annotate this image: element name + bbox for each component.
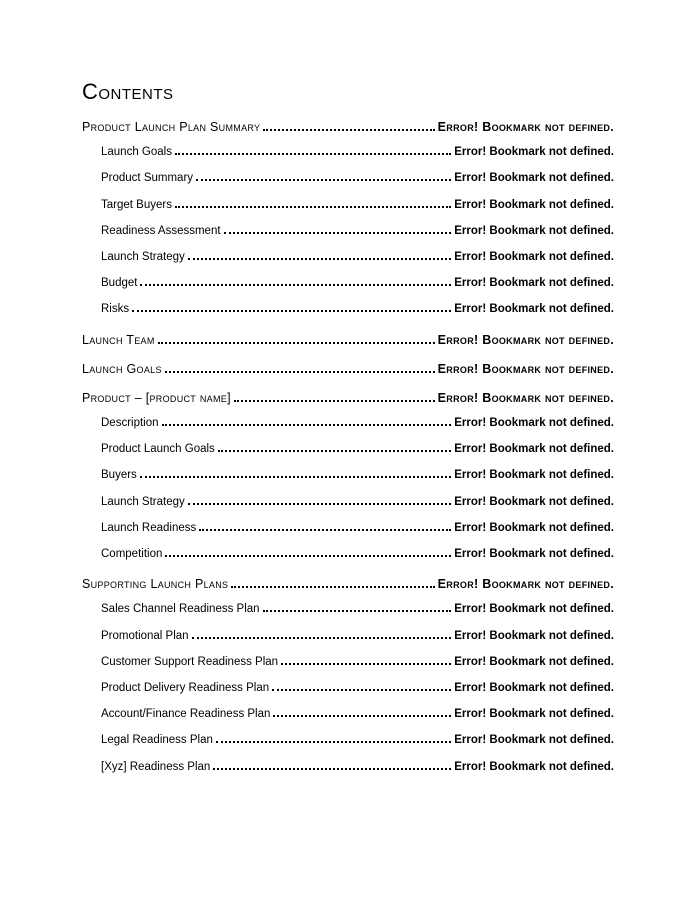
toc-entry-error: Error! Bookmark not defined. [454, 224, 614, 237]
toc-entry-error: Error! Bookmark not defined. [454, 250, 614, 263]
toc-entry-level2 [82, 603, 614, 629]
toc-entry-level2 [82, 172, 614, 198]
toc-entry-error: Error! Bookmark not defined. [454, 495, 614, 508]
toc-entry-title: Launch Team [82, 332, 155, 347]
dot-leader [263, 610, 452, 612]
dot-leader [188, 503, 451, 505]
toc-entry-error: Error! Bookmark not defined. [454, 417, 614, 430]
toc-entry-error: Error! Bookmark not defined. [454, 172, 614, 185]
toc-entry-level2 [82, 251, 614, 277]
toc-entry-error: Error! Bookmark not defined. [454, 277, 614, 290]
toc-entry-error: Error! Bookmark not defined. [454, 655, 614, 668]
toc-entry-title: Description [101, 417, 159, 430]
toc-entry-level2 [82, 630, 614, 656]
toc-entry-title: Buyers [101, 469, 137, 482]
toc-entry-level1 [82, 120, 614, 146]
dot-leader [140, 476, 451, 478]
toc-entry-title: Product Launch Goals [101, 443, 215, 456]
dot-leader [218, 450, 451, 452]
toc-entry-error: Error! Bookmark not defined. [454, 708, 614, 721]
dot-leader [162, 424, 452, 426]
toc-entry-level2 [82, 708, 614, 734]
dot-leader [231, 586, 434, 588]
toc-entry-title: Launch Goals [101, 146, 172, 159]
toc-entry-title: Product Launch Plan Summary [82, 120, 261, 134]
toc-entry-error: Error! Bookmark not defined. [454, 548, 614, 560]
toc-entry-error: Error! Bookmark not defined. [454, 303, 614, 316]
contents-heading: Contents [82, 79, 174, 104]
toc-entry-title: Launch Strategy [101, 250, 185, 263]
toc-entry-title: Supporting Launch Plans [82, 577, 229, 592]
toc-entry-error: Error! Bookmark not defined. [454, 521, 614, 534]
toc-entry-level2 [82, 469, 614, 495]
toc-entry-level2 [82, 522, 614, 548]
toc-entry-error: Error! Bookmark not defined. [454, 469, 614, 482]
toc-entry-title: Readiness Assessment [101, 224, 221, 237]
dot-leader [234, 400, 435, 402]
toc-entry-level2 [82, 417, 614, 443]
toc-entry-level2 [82, 199, 614, 225]
toc-entry-level2 [82, 303, 614, 329]
toc-entry-error: Error! Bookmark not defined. [454, 760, 614, 773]
toc-entry-level2 [82, 548, 614, 574]
toc-entry-title: Sales Channel Readiness Plan [101, 603, 260, 616]
toc-entry-error: Error! Bookmark not defined. [454, 443, 614, 456]
dot-leader [175, 206, 451, 208]
toc-entry-level2 [82, 496, 614, 522]
toc-entry-error: Error! Bookmark not defined. [437, 361, 614, 376]
toc-entry-level2 [82, 682, 614, 708]
toc-entry-level1 [82, 577, 614, 603]
toc-entry-error: Error! Bookmark not defined. [437, 332, 614, 347]
table-of-contents [82, 120, 614, 787]
dot-leader [263, 129, 434, 131]
dot-leader [175, 153, 451, 155]
toc-entry-title: [Xyz] Readiness Plan [101, 760, 211, 773]
toc-entry-level1 [82, 333, 614, 359]
dot-leader [192, 637, 452, 639]
toc-entry-title: Legal Readiness Plan [101, 734, 213, 747]
toc-entry-level2 [82, 277, 614, 303]
toc-entry-title: Risks [101, 303, 130, 316]
dot-leader [216, 741, 451, 743]
toc-entry-title: Product – [product name] [82, 390, 231, 405]
toc-entry-title: Budget [101, 277, 138, 290]
dot-leader [224, 232, 452, 234]
toc-entry-title: Product Summary [101, 172, 194, 185]
dot-leader [188, 258, 451, 260]
toc-entry-title: Target Buyers [101, 198, 172, 211]
dot-leader [165, 371, 435, 373]
toc-entry-title: Account/Finance Readiness Plan [101, 708, 271, 721]
toc-entry-level1 [82, 362, 614, 388]
toc-entry-level2 [82, 734, 614, 760]
toc-entry-title: Promotional Plan [101, 629, 189, 642]
toc-entry-level2 [82, 656, 614, 682]
dot-leader [281, 663, 451, 665]
toc-entry-title: Launch Readiness [101, 521, 197, 534]
dot-leader [132, 310, 451, 312]
toc-entry-error: Error! Bookmark not defined. [454, 198, 614, 211]
toc-entry-level2 [82, 225, 614, 251]
dot-leader [196, 179, 451, 181]
toc-entry-error: Error! Bookmark not defined. [454, 681, 614, 694]
toc-entry-error: Error! Bookmark not defined. [454, 734, 614, 747]
toc-entry-level2 [82, 761, 614, 787]
toc-entry-error: Error! Bookmark not defined. [454, 629, 614, 642]
toc-entry-level1 [82, 391, 614, 417]
dot-leader [213, 768, 451, 770]
toc-entry-error: Error! Bookmark not defined. [437, 120, 614, 134]
toc-entry-title: Competition [101, 548, 163, 560]
dot-leader [140, 284, 451, 286]
dot-leader [165, 555, 451, 557]
toc-entry-title: Customer Support Readiness Plan [101, 655, 279, 668]
toc-entry-error: Error! Bookmark not defined. [437, 390, 614, 405]
toc-entry-title: Launch Goals [82, 361, 162, 376]
dot-leader [272, 689, 451, 691]
dot-leader [158, 342, 435, 344]
toc-entry-title: Product Delivery Readiness Plan [101, 681, 270, 694]
toc-entry-error: Error! Bookmark not defined. [454, 603, 614, 616]
toc-entry-level2 [82, 443, 614, 469]
toc-entry-error: Error! Bookmark not defined. [437, 577, 614, 592]
toc-entry-level2 [82, 146, 614, 172]
dot-leader [199, 529, 451, 531]
dot-leader [273, 715, 451, 717]
toc-entry-error: Error! Bookmark not defined. [454, 146, 614, 159]
toc-entry-title: Launch Strategy [101, 495, 185, 508]
